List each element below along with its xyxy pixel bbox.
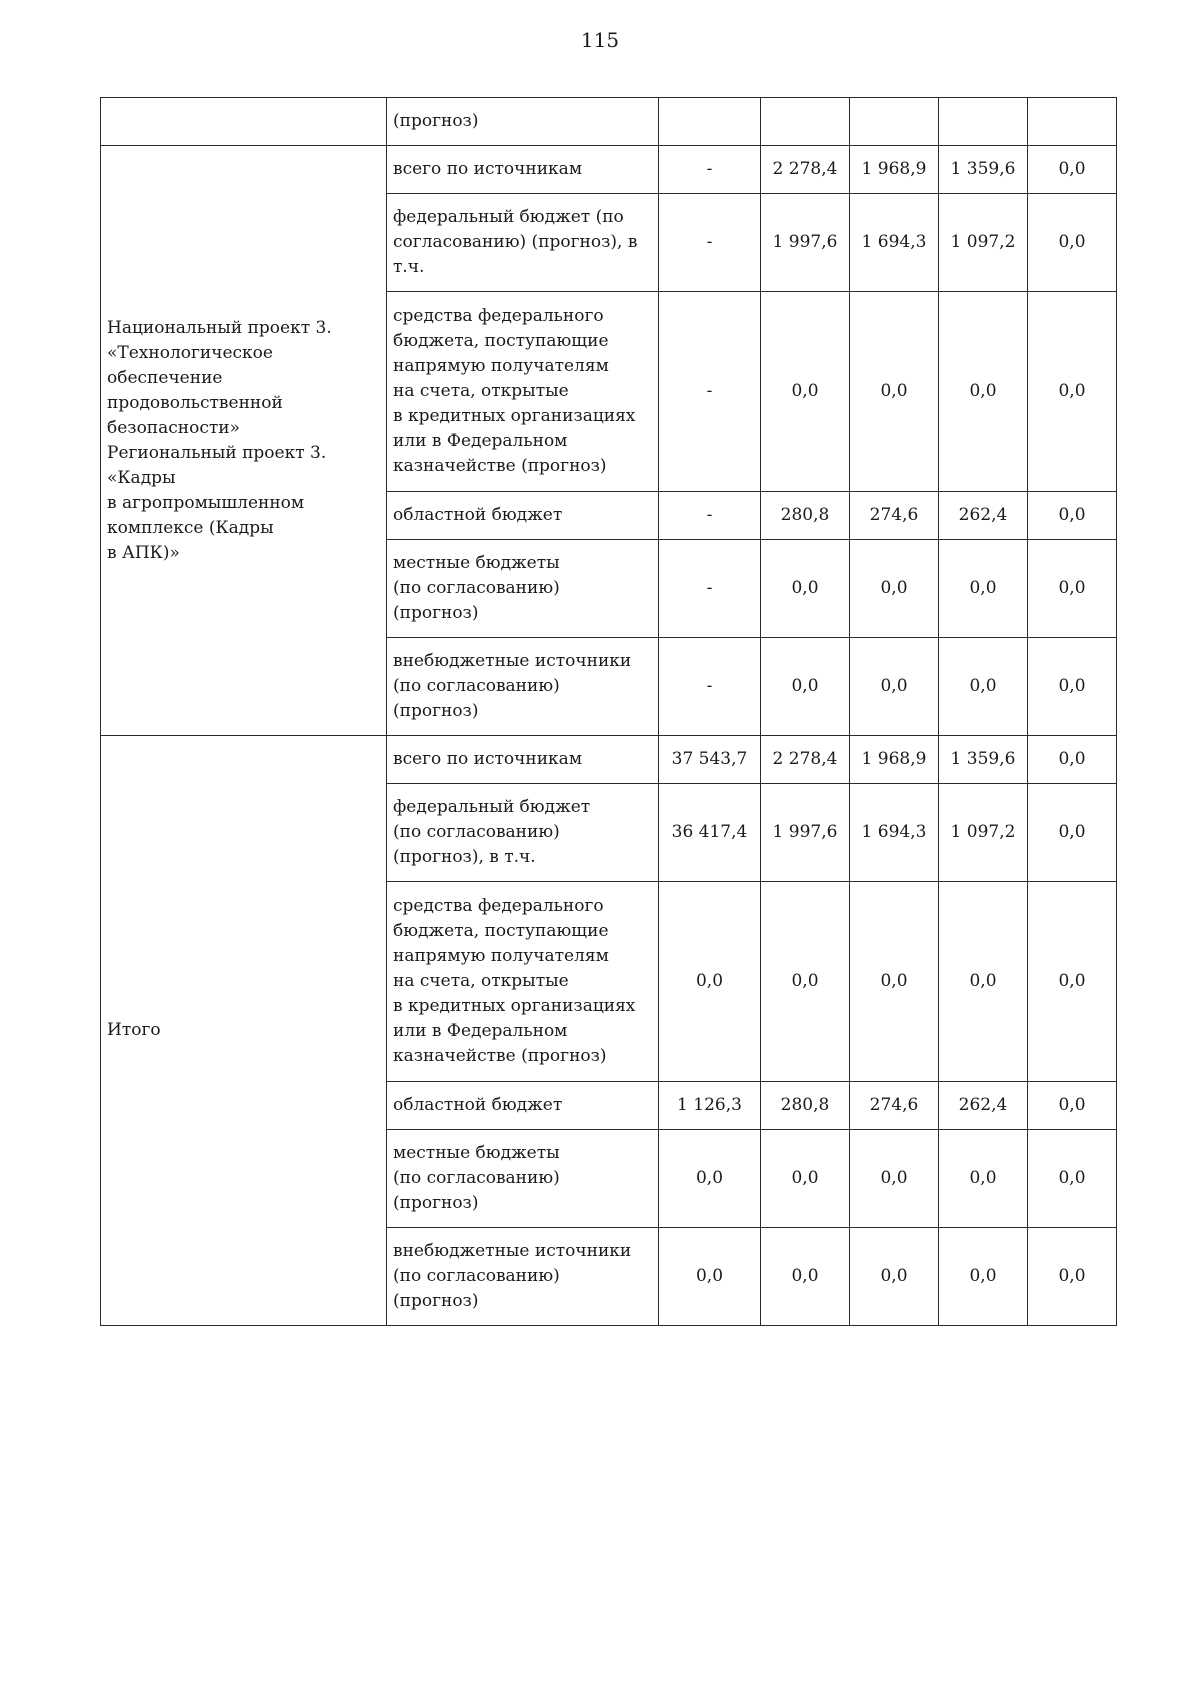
value-cell: 0,0 (1028, 292, 1117, 492)
table-row (101, 146, 1117, 194)
value-cell: 37 543,7 (659, 736, 761, 784)
source-cell: (прогноз) (387, 98, 659, 146)
value-cell: 1 359,6 (939, 146, 1028, 194)
value-cell: 274,6 (850, 1082, 939, 1130)
source-cell: внебюджетные источники (по согласованию) (прогноз) (387, 638, 659, 736)
value-cell: 36 417,4 (659, 784, 761, 882)
table-row (101, 736, 1117, 784)
value-cell: 0,0 (1028, 1130, 1117, 1228)
page-number: 115 (580, 28, 620, 52)
value-cell: 0,0 (1028, 882, 1117, 1082)
value-cell: 262,4 (939, 1082, 1028, 1130)
source-cell: внебюджетные источники (по согласованию) (прогноз) (387, 1228, 659, 1326)
value-cell: 0,0 (939, 1228, 1028, 1326)
value-cell: - (659, 540, 761, 638)
source-cell: всего по источникам (387, 736, 659, 784)
value-cell: 1 997,6 (761, 194, 850, 292)
value-cell: 1 097,2 (939, 784, 1028, 882)
value-cell: 0,0 (850, 292, 939, 492)
value-cell: 0,0 (1028, 194, 1117, 292)
value-cell: 0,0 (1028, 784, 1117, 882)
value-cell: 0,0 (850, 638, 939, 736)
value-cell: 0,0 (761, 540, 850, 638)
value-cell: 0,0 (659, 1130, 761, 1228)
value-cell: 262,4 (939, 492, 1028, 540)
value-cell (850, 98, 939, 146)
total-label: Итого (101, 736, 387, 1326)
value-cell: 0,0 (761, 1228, 850, 1326)
value-cell: 2 278,4 (761, 736, 850, 784)
source-cell: средства федерального бюджета, поступающие напрямую получателям на счета, открытые в кредитных организациях или в Федеральном казначействе (прогноз) (387, 292, 659, 492)
value-cell: 1 997,6 (761, 784, 850, 882)
value-cell: 2 278,4 (761, 146, 850, 194)
value-cell: 0,0 (761, 1130, 850, 1228)
value-cell: 0,0 (659, 882, 761, 1082)
source-cell: областной бюджет (387, 492, 659, 540)
value-cell: 0,0 (1028, 146, 1117, 194)
value-cell (761, 98, 850, 146)
value-cell (659, 98, 761, 146)
value-cell: 0,0 (850, 882, 939, 1082)
value-cell: 0,0 (1028, 1082, 1117, 1130)
value-cell: 0,0 (659, 1228, 761, 1326)
value-cell: 0,0 (939, 882, 1028, 1082)
value-cell: 0,0 (939, 1130, 1028, 1228)
value-cell: 0,0 (1028, 492, 1117, 540)
value-cell: 0,0 (850, 540, 939, 638)
source-cell: местные бюджеты (по согласованию) (прогноз) (387, 540, 659, 638)
value-cell: - (659, 492, 761, 540)
value-cell: 274,6 (850, 492, 939, 540)
value-cell: 0,0 (761, 882, 850, 1082)
source-cell: местные бюджеты (по согласованию) (прогноз) (387, 1130, 659, 1228)
value-cell: 1 359,6 (939, 736, 1028, 784)
value-cell: 280,8 (761, 492, 850, 540)
value-cell (1028, 98, 1117, 146)
value-cell: 0,0 (1028, 1228, 1117, 1326)
value-cell: 0,0 (939, 540, 1028, 638)
value-cell: 0,0 (761, 292, 850, 492)
value-cell: 1 694,3 (850, 784, 939, 882)
source-cell: средства федерального бюджета, поступающие напрямую получателям на счета, открытые в кредитных организациях или в Федеральном казначействе (прогноз) (387, 882, 659, 1082)
program-cell (101, 98, 387, 146)
value-cell (939, 98, 1028, 146)
program-label: Национальный проект 3. «Технологическое обеспечение продовольственной безопасности» Региональный проект 3. «Кадры в агропромышленном комплексе (Кадры в АПК)» (101, 146, 387, 736)
value-cell: 1 968,9 (850, 146, 939, 194)
source-cell: федеральный бюджет (по согласованию) (прогноз), в т.ч. (387, 784, 659, 882)
value-cell: 0,0 (1028, 638, 1117, 736)
value-cell: - (659, 194, 761, 292)
value-cell: 280,8 (761, 1082, 850, 1130)
value-cell: 0,0 (761, 638, 850, 736)
table-row (101, 98, 1117, 146)
value-cell: 0,0 (850, 1130, 939, 1228)
value-cell: - (659, 146, 761, 194)
value-cell: 0,0 (850, 1228, 939, 1326)
value-cell: 0,0 (1028, 736, 1117, 784)
source-cell: всего по источникам (387, 146, 659, 194)
value-cell: - (659, 292, 761, 492)
value-cell: 0,0 (1028, 540, 1117, 638)
source-cell: федеральный бюджет (по согласованию) (прогноз), в т.ч. (387, 194, 659, 292)
value-cell: - (659, 638, 761, 736)
value-cell: 1 968,9 (850, 736, 939, 784)
budget-table (100, 97, 1117, 1326)
value-cell: 0,0 (939, 292, 1028, 492)
value-cell: 1 694,3 (850, 194, 939, 292)
value-cell: 0,0 (939, 638, 1028, 736)
value-cell: 1 097,2 (939, 194, 1028, 292)
value-cell: 1 126,3 (659, 1082, 761, 1130)
source-cell: областной бюджет (387, 1082, 659, 1130)
